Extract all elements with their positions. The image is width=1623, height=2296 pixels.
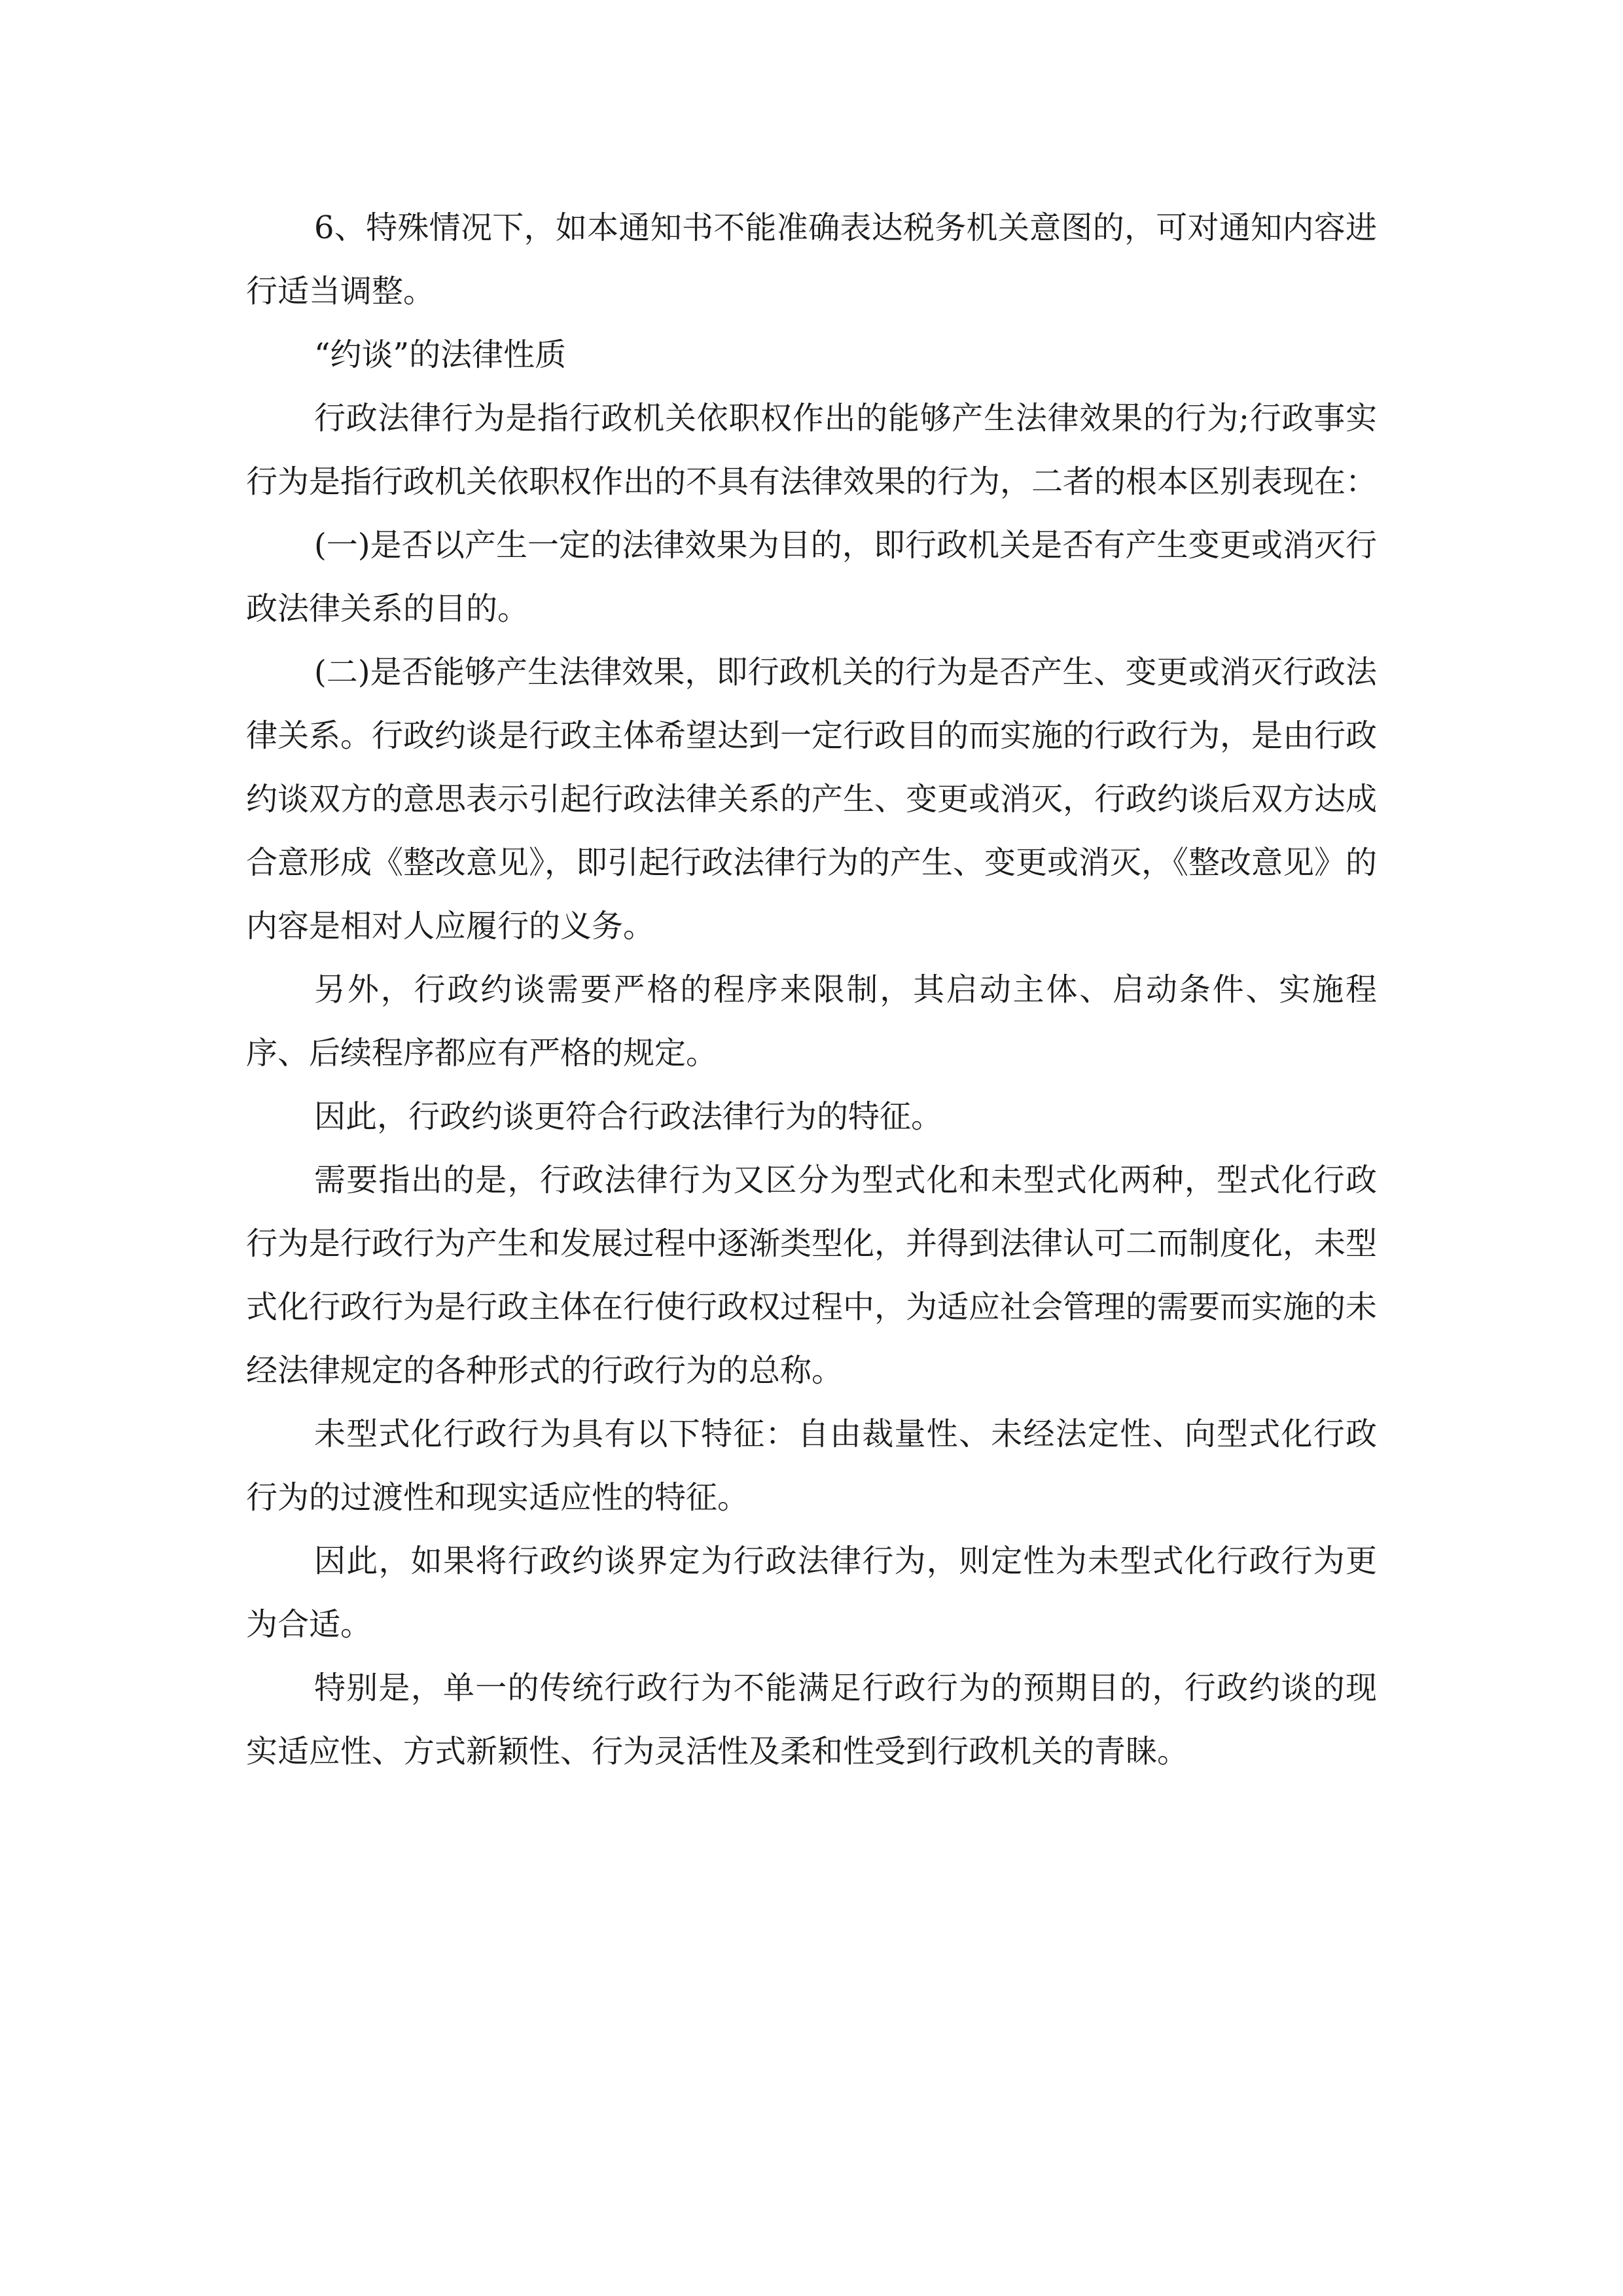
paragraph-criterion-one: (一)是否以产生一定的法律效果为目的，即行政机关是否有产生变更或消灭行政法律关系的目的。 [246,527,1377,627]
paragraph-features: 未型式化行政行为具有以下特征：自由裁量性、未经法定性、向型式化行政行为的过渡性和现实适应性的特征。 [246,1416,1377,1516]
section-heading-legal-nature: “约谈”的法律性质 [314,336,567,373]
document-body [246,196,1377,1784]
paragraph-procedure: 另外，行政约谈需要严格的程序来限制，其启动主体、启动条件、实施程序、后续程序都应有严格的规定。 [246,971,1377,1071]
paragraph-advantages: 特别是，单一的传统行政行为不能满足行政行为的预期目的，行政约谈的现实适应性、方式新颖性、行为灵活性及柔和性受到行政机关的青睐。 [246,1670,1377,1770]
paragraph-conclusion-one: 因此，行政约谈更符合行政法律行为的特征。 [314,1098,943,1135]
paragraph-criterion-two: (二)是否能够产生法律效果，即行政机关的行为是否产生、变更或消灭行政法律关系。行政约谈是行政主体希望达到一定行政目的而实施的行政行为，是由行政约谈双方的意思表示引起行政法律关系的产生、变更或消灭，行政约谈后双方达成合意形成《整改意见》，即引起行政法律行为的产生、变更或消灭，《整改意见》的内容是相对人应履行的义务。 [246,654,1378,944]
paragraph-special-case: 6、特殊情况下，如本通知书不能准确表达税务机关意图的，可对通知内容进行适当调整。 [246,209,1377,310]
paragraph-formalized-types: 需要指出的是，行政法律行为又区分为型式化和未型式化两种，型式化行政行为是行政行为产生和发展过程中逐渐类型化，并得到法律认可二而制度化，未型式化行政行为是行政主体在行使行政权过程中，为适应社会管理的需要而实施的未经法律规定的各种形式的行政行为的总称。 [246,1162,1378,1389]
paragraph-definitions: 行政法律行为是指行政机关依职权作出的能够产生法律效果的行为;行政事实行为是指行政机关依职权作出的不具有法律效果的行为，二者的根本区别表现在： [246,400,1378,500]
paragraph-conclusion-two: 因此，如果将行政约谈界定为行政法律行为，则定性为未型式化行政行为更为合适。 [246,1543,1377,1643]
